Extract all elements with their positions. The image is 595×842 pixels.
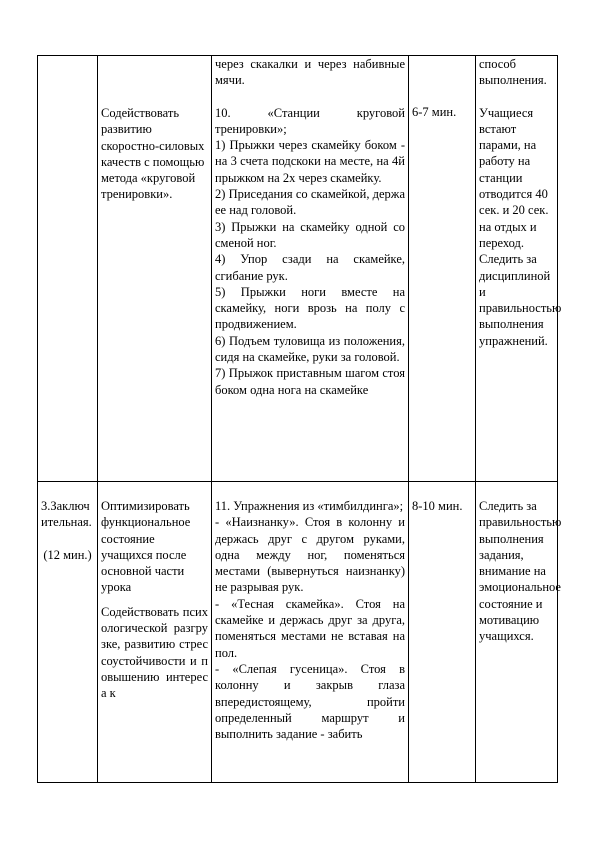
task-text: Оптимизировать функциональное состояние учащихся после основной части урока — [101, 499, 191, 595]
stage-cell — [38, 56, 98, 482]
notes-cell — [476, 482, 562, 783]
notes-cell — [476, 56, 562, 482]
notes-top-text: способ выполнения. — [479, 57, 547, 88]
content-continuation: через скакалки и через набивные мячи. — [215, 57, 405, 88]
dosage-text: 6-7 мин. — [412, 105, 457, 119]
content-item: 2) Приседания со скамейкой, держа ее над головой. — [215, 187, 405, 218]
dosage-text: 8-10 мин. — [412, 499, 463, 513]
content-item: 5) Прыжки ноги вместе на скамейку, ноги врозь на полу с продвижением. — [215, 284, 405, 332]
stage-time: (12 мин.) — [43, 547, 92, 562]
task-text: Содействовать развитию скоростно-силовых качеств с помощью метода «круговой тренировки». — [101, 106, 205, 202]
content-item: - «Наизнанку». Стоя в колонну и держась друг с другом руками, одна между ног, поменяться местами (вывернуться наизнанку) не разрывая рук. — [215, 515, 405, 595]
content-item: 3) Прыжки на скамейку одной со сменой ног. — [215, 219, 405, 250]
notes-text: Следить за правильностью выполнения задания, внимание на эмоциональное состояние и мотивацию учащихся. — [479, 499, 562, 644]
content-cell — [212, 482, 409, 783]
content-title: 10. «Станции круговой тренировки»; — [215, 105, 405, 136]
content-item: 7) Прыжок приставным шагом стоя боком одна нога на скамейке — [215, 366, 405, 397]
task-text-2: Содействовать психологической разгрузке, развитию стрессоустойчивости и повышению интереса к — [101, 604, 208, 701]
content-cell — [212, 56, 409, 482]
dosage-cell — [409, 56, 476, 482]
task-cell — [98, 56, 212, 482]
content-item: - «Тесная скамейка». Стоя на скамейке и держась друг за друга, поменяться местами не вставая на пол. — [215, 596, 405, 660]
table-row — [38, 56, 558, 482]
content-item: 6) Подъем туловища из положения, сидя на скамейке, руки за головой. — [215, 333, 405, 365]
content-item: 1) Прыжки через скамейку боком - на 3 счета подскоки на месте, на 4й прыжком на 2х через скамейку. — [215, 138, 405, 185]
content-item: - «Слепая гусеница». Стоя в колонну и закрыв глаза впередистоящему, пройти определенный маршрут и выполнить задание - забить — [215, 661, 405, 742]
notes-text: Учащиеся встают парами, на работу на станции отводится 40 сек. и 20 сек. на отдых и переход. Следить за дисциплиной и правильностью выполнения упражнений. — [479, 105, 562, 348]
lesson-plan-table — [37, 55, 562, 783]
stage-label: 3.Заключительная. — [41, 499, 92, 530]
content-item: 4) Упор сзади на скамейке, сгибание рук. — [215, 252, 405, 283]
content-title: 11. Упражнения из «тимбилдинга»; — [215, 499, 404, 513]
stage-cell — [38, 482, 98, 783]
dosage-cell — [409, 482, 476, 783]
table-row — [38, 482, 558, 783]
task-cell — [98, 482, 212, 783]
